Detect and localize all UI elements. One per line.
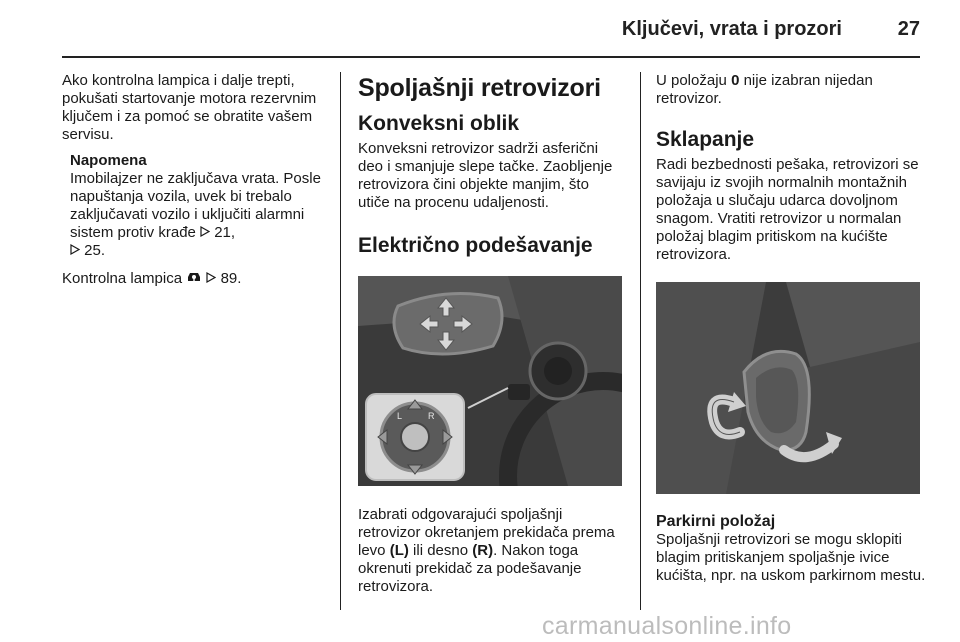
column-left [62, 72, 324, 288]
immobiliser-paragraph: Ako kontrolna lampica i dalje trepti, pokušati startovanje motora rezervnim ključem i za pomoć se obratite vašem servisu. [62, 72, 317, 143]
section-title-mirrors: Spoljašnji retrovizori [358, 74, 601, 102]
heading-electric-adjustment: Električno podešavanje [358, 234, 593, 257]
note-block [70, 152, 324, 260]
note-body: Imobilajzer ne zaključava vrata. Posle napuštanja vozila, uvek bi trebalo zaključavati vozilo i uključiti alarmni sistem protiv krađe [70, 170, 321, 241]
note-reference-link[interactable]: 21, [214, 224, 236, 241]
note-title: Napomena [70, 152, 147, 169]
watermark: carmanualsonline.info [542, 612, 792, 640]
key-car-lamp-icon [186, 270, 202, 283]
convex-paragraph: Konveksni retrovizor sadrži asferični deo i smanjuje slepe tačke. Zaobljenje retrovizora čini objekte manjim, što utiče na procenu udaljenosti. [358, 140, 613, 211]
mirror-folding-illustration [656, 282, 920, 494]
position-text-suffix: nije izabran nijedan retrovizor. [656, 72, 873, 107]
mirror-folding-drawing [656, 282, 920, 494]
page-header [0, 0, 960, 60]
caption-left-key: (L) [389, 542, 409, 559]
note-reference-link[interactable]: 25. [84, 242, 106, 259]
caption-text-2: ili desno [413, 542, 469, 559]
switch-label-right: R [428, 411, 435, 421]
caption-right-key: (R) [472, 542, 494, 559]
control-lamp-paragraph [62, 270, 324, 288]
switch-caption [358, 506, 624, 596]
page-number: 27 [897, 18, 920, 40]
triangle-reference-icon [70, 244, 80, 255]
control-lamp-reference-link[interactable]: 89. [220, 270, 242, 287]
folding-paragraph: Radi bezbednosti pešaka, retrovizori se savijaju iz svojih normalnih montažnih položaja u slučaju udarca dovoljnom snagom. Vratiti retrovizor u normalan položaj blagim pritiskom na kućište retrovizora. [656, 156, 919, 263]
mirror-switch-illustration [358, 276, 622, 486]
mirror-switch-drawing [358, 276, 622, 486]
header-title: Ključevi, vrata i prozori [621, 18, 842, 40]
caption-text-1: Izabrati odgovarajući spoljašnji retrovizor okretanjem prekidača prema levo [358, 506, 615, 559]
triangle-reference-icon [206, 272, 216, 283]
column-divider-right [640, 72, 641, 610]
column-right [656, 72, 928, 585]
switch-label-left: L [397, 411, 403, 421]
heading-folding: Sklapanje [656, 128, 755, 151]
position-text-prefix: U položaju [656, 72, 727, 89]
heading-convex-shape: Konveksni oblik [358, 112, 520, 135]
control-lamp-label: Kontrolna lampica [62, 270, 183, 287]
triangle-reference-icon [200, 226, 210, 237]
heading-parking-position: Parkirni položaj [656, 513, 776, 530]
caption-text-3: . Nakon toga okrenuti prekidač za podešavanje retrovizora. [358, 542, 582, 595]
position-zero-value: 0 [731, 72, 740, 89]
note-text [70, 170, 324, 260]
header-rule [62, 56, 920, 58]
parking-paragraph: Spoljašnji retrovizori se mogu sklopiti blagim pritiskanjem spoljašnje ivice kućišta, npr. na uskom parkirnom mestu. [656, 531, 926, 584]
column-divider-left [340, 72, 341, 610]
position-zero-paragraph [656, 72, 928, 108]
column-middle [358, 72, 624, 596]
